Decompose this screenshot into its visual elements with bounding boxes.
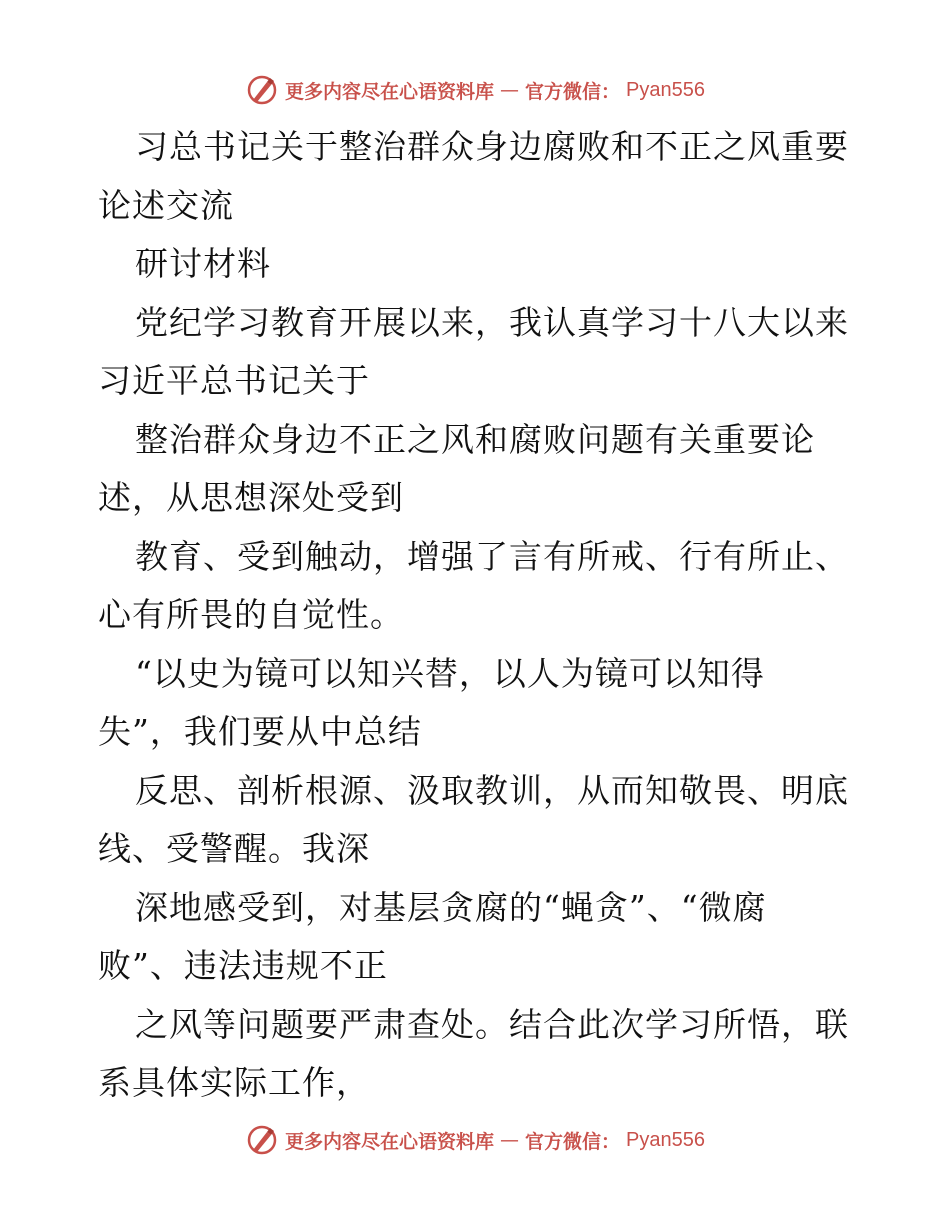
body-line: 之风等问题要严肃查处。结合此次学习所悟，联	[135, 1004, 849, 1044]
footer-watermark	[0, 1120, 950, 1160]
body-line: 习近平总书记关于	[98, 361, 370, 400]
document-body	[98, 118, 858, 1113]
body-line: 反思、剖析根源、汲取教训，从而知敬畏、明底	[135, 770, 849, 810]
header-wechat-label: 官方微信：	[525, 80, 621, 103]
body-line: 线、受警醒。我深	[98, 829, 370, 868]
body-line: 研讨材料	[135, 244, 271, 283]
header-brand-text: 更多内容尽在心语资料库	[285, 80, 495, 103]
body-line: 习总书记关于整治群众身边腐败和不正之风重要	[135, 127, 849, 166]
footer-brand-text: 更多内容尽在心语资料库	[285, 1130, 495, 1153]
footer-dash: —	[500, 1129, 520, 1151]
header-watermark	[0, 70, 950, 110]
body-line: 失”，我们要从中总结	[98, 712, 422, 751]
pen-logo-icon	[245, 1123, 279, 1157]
body-line: 整治群众身边不正之风和腐败问题有关重要论	[135, 419, 815, 459]
header-dash: —	[500, 79, 520, 101]
body-line: 教育、受到触动，增强了言有所戒、行有所止、	[135, 536, 849, 576]
body-line: “以史为镜可以知兴替，以人为镜可以知得	[135, 653, 765, 693]
body-line: 述，从思想深处受到	[98, 478, 404, 517]
body-line: 论述交流	[98, 185, 234, 225]
header-wechat-handle: Pyan556	[626, 78, 705, 101]
body-line: 党纪学习教育开展以来，我认真学习十八大以来	[135, 302, 849, 342]
body-line: 心有所畏的自觉性。	[98, 595, 404, 634]
body-line: 系具体实际工作，	[98, 1063, 370, 1102]
footer-wechat-handle: Pyan556	[626, 1128, 705, 1151]
body-line: 败”、违法违规不正	[98, 946, 388, 985]
body-line: 深地感受到，对基层贪腐的“蝇贪”、“微腐	[135, 887, 767, 927]
footer-wechat-label: 官方微信：	[525, 1130, 621, 1153]
pen-logo-icon	[245, 73, 279, 107]
